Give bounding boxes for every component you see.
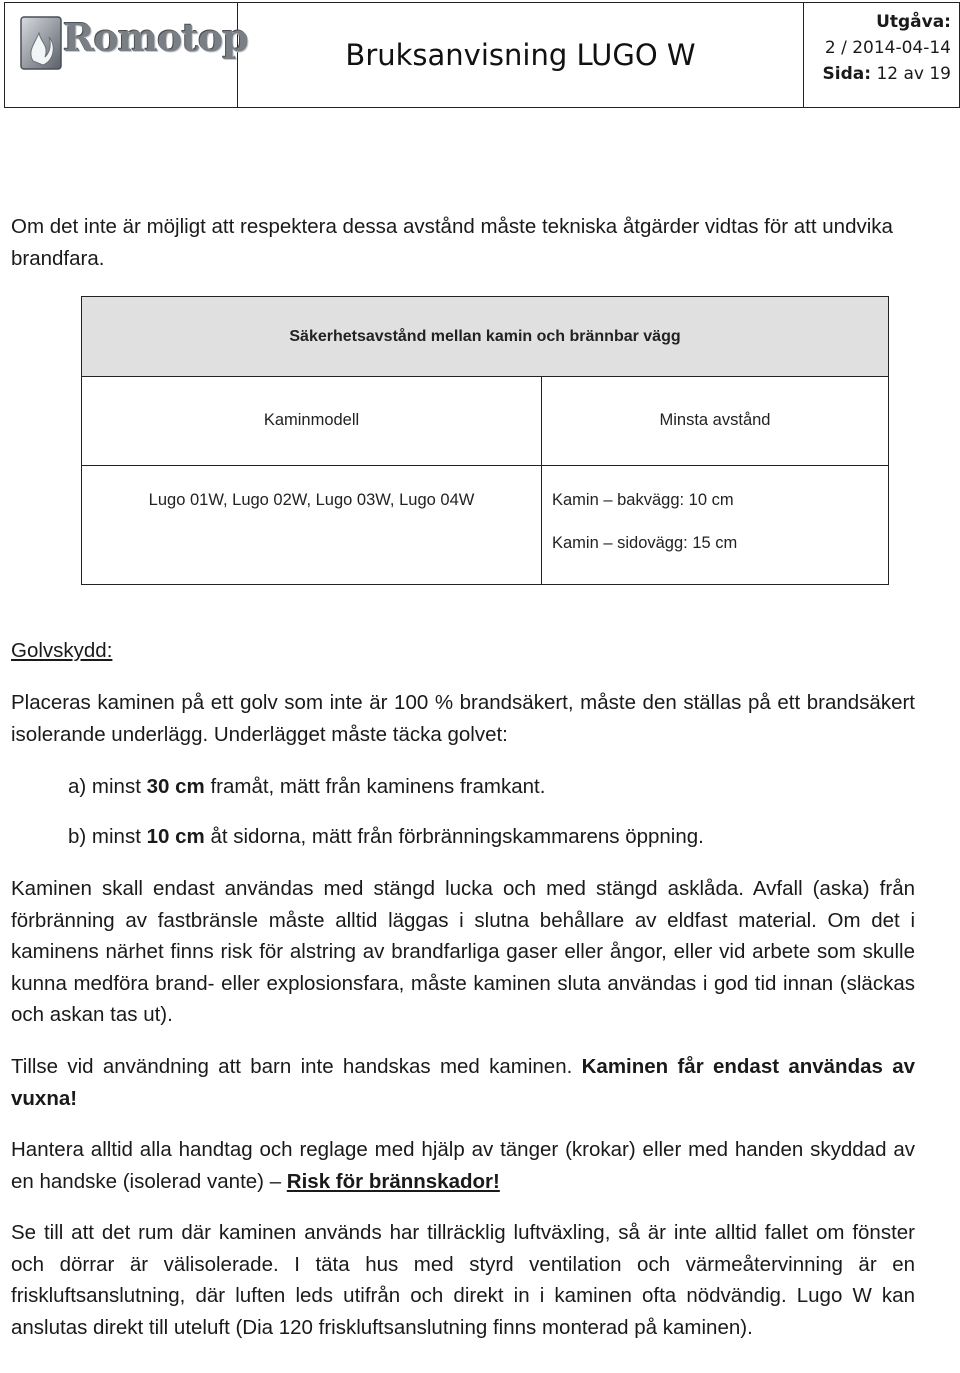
distance-side: Kamin – sidovägg: 15 cm	[552, 534, 738, 552]
models-text: Lugo 01W, Lugo 02W, Lugo 03W, Lugo 04W	[148, 491, 475, 509]
edition-label: Utgåva:	[876, 12, 951, 32]
handles-dash: –	[269, 1169, 287, 1193]
page-label: Sida:	[822, 64, 872, 84]
children-warning: Kaminen får endast användas av vuxna!	[11, 1055, 916, 1110]
floor-heading: Golvskydd:	[11, 639, 113, 662]
table-header-distance: Minsta avstånd	[541, 376, 888, 466]
logo-wordmark: Romotop	[63, 15, 248, 60]
table-cell-models	[82, 466, 541, 584]
floor-item-a	[68, 771, 908, 803]
romotop-logo	[19, 13, 248, 73]
document-meta	[804, 3, 959, 107]
floor-paragraph: Placeras kaminen på ett golv som inte är 100 % brandsäkert, måste den ställas på ett brandsäkert isolerande underlägg. Underlägget måste täcka golvet:	[11, 691, 915, 746]
intro-paragraph: Om det inte är möjligt att respektera dessa avstånd måste tekniska åtgärder vidtas för att undvika brandfara.	[11, 215, 893, 270]
children-paragraph	[11, 1051, 915, 1114]
children-text: Tillse vid användning att barn inte handskas med kaminen.	[11, 1055, 582, 1078]
safety-distance-table	[81, 296, 889, 585]
ash-paragraph: Kaminen skall endast användas med stängd lucka och med stängd asklåda. Avfall (aska) från förbränning av fastbränsle måste alltid läggas i slutna behållare av eldfast material. Om det i kaminens närhet finns risk för alstring av brandfarliga gaser eller ångor, eller vid arbete som skulle kunna medföra brand- eller explosionsfara, måste kaminen sluta användas i god tid innan (släckas och askan tas ut).	[11, 877, 915, 1026]
document-title: Bruksanvisning LUGO W	[238, 3, 804, 107]
item-a-prefix: a) minst	[68, 775, 147, 798]
document-header	[4, 2, 960, 108]
table-header-model: Kaminmodell	[82, 376, 541, 466]
flame-icon	[19, 13, 63, 73]
item-b-suffix: åt sidorna, mätt från förbränningskammarens öppning.	[204, 825, 704, 848]
burn-warning: Risk för brännskador!	[286, 1169, 500, 1193]
item-a-bold: 30 cm	[146, 775, 205, 798]
page-value: 12 av 19	[876, 64, 951, 84]
table-cell-distances	[541, 466, 888, 584]
handles-paragraph	[11, 1134, 915, 1197]
logo-cell	[5, 3, 248, 107]
item-b-prefix: b) minst	[68, 825, 147, 848]
floor-item-b	[68, 821, 908, 853]
item-a-suffix: framåt, mätt från kaminens framkant.	[204, 775, 546, 798]
edition-value: 2 / 2014-04-14	[824, 38, 951, 58]
handles-text: Hantera alltid alla handtag och reglage med hjälp av tänger (krokar) eller med handen skyddad av en handske (isolerad vante)	[11, 1138, 915, 1193]
ventilation-paragraph: Se till att det rum där kaminen används har tillräcklig luftväxling, så är inte alltid fallet om fönster och dörrar är välisolerade. I täta hus med styrd ventilation och värmeåtervinning är en friskluftsanslutning, där luften leds utifrån och direkt in i kaminen ofta nödvändig. Lugo W kan anslutas direkt till uteluft (Dia 120 friskluftsanslutning finns monterad på kaminen).	[11, 1221, 915, 1339]
table-title: Säkerhetsavstånd mellan kamin och brännbar vägg	[82, 297, 888, 377]
item-b-bold: 10 cm	[146, 825, 205, 848]
distance-back: Kamin – bakvägg: 10 cm	[552, 491, 734, 509]
